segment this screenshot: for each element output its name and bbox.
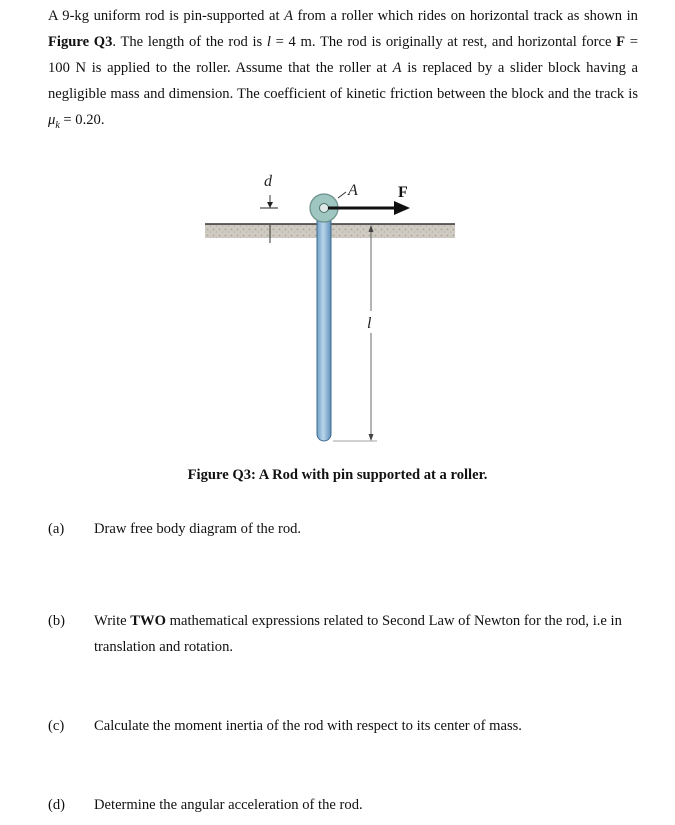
question-c-label: (c) (48, 718, 65, 734)
intro-segment: from a roller which rides on horizontal track as shown in (293, 8, 638, 24)
question-c-text (94, 713, 638, 739)
question-d (48, 792, 638, 818)
intro-segment: A 9-kg uniform rod is pin-supported at (48, 8, 285, 24)
rod (317, 208, 331, 441)
question-text-segment: Draw free body diagram of the rod. (94, 521, 302, 537)
question-a-text (94, 516, 638, 542)
question-d-text (94, 792, 638, 818)
label-f: F (398, 184, 408, 201)
question-text-segment: TWO (130, 613, 166, 629)
dimension-d-arrow (267, 202, 273, 208)
question-b-label: (b) (48, 613, 66, 629)
dimension-l-arrow-bottom (369, 434, 374, 441)
intro-segment: A (392, 60, 402, 76)
question-a-label: (a) (48, 521, 65, 537)
intro-segment: A (284, 8, 293, 24)
question-b (48, 608, 638, 660)
rod-diagram (200, 168, 460, 448)
question-b-text (94, 608, 638, 660)
intro-segment: μ (48, 112, 56, 128)
intro-segment: . The length of the rod is (112, 34, 267, 50)
question-text-segment: Write (94, 613, 131, 629)
question-d-label: (d) (48, 797, 66, 813)
force-f-arrowhead (394, 201, 410, 215)
question-text-segment: mathematical expressions related to Second Law of Newton for the rod, i.e in translation and rotation. (94, 613, 622, 655)
intro-segment: = 4 m. The rod is originally at rest, and horizontal force (270, 34, 617, 50)
intro-segment: is replaced by a slider block having a negligible mass and dimension. The coefficient of kinetic friction between the block and the track is (48, 60, 639, 102)
intro-segment: F (616, 34, 626, 50)
label-a-leader (338, 192, 346, 198)
label-d: d (264, 173, 272, 190)
question-a (48, 516, 638, 542)
label-a: A (348, 182, 358, 199)
problem-statement (48, 3, 638, 139)
question-c (48, 713, 638, 739)
intro-segment: = 0.20. (59, 112, 105, 128)
pin (320, 204, 329, 213)
intro-segment: k (55, 119, 60, 131)
intro-segment: Figure Q3 (48, 34, 113, 50)
label-l: l (367, 315, 372, 332)
question-text-segment: Calculate the moment inertia of the rod with respect to its center of mass. (94, 718, 522, 734)
figure-q3 (200, 168, 460, 448)
intro-segment: l (266, 34, 271, 50)
intro-segment: = 100 N is applied to the roller. Assume that the roller at (48, 34, 639, 76)
question-text-segment: Determine the angular acceleration of the rod. (94, 797, 363, 813)
figure-caption: Figure Q3: A Rod with pin supported at a roller. (187, 467, 488, 483)
